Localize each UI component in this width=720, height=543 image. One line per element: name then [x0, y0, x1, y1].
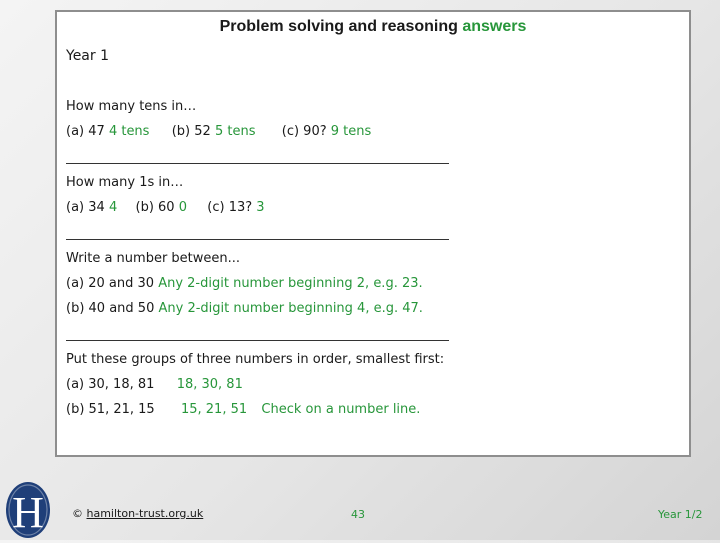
ones-a-question: (a) 34 — [66, 200, 105, 215]
between-a-row — [66, 276, 423, 292]
tens-answers-row — [66, 124, 371, 140]
title-main: Problem solving and reasoning — [219, 18, 463, 35]
order-b-question: (b) 51, 21, 15 — [66, 402, 155, 417]
order-a-answer: 18, 30, 81 — [176, 377, 243, 392]
tens-question: How many tens in… — [66, 99, 197, 114]
footer-copyright — [72, 507, 203, 520]
between-a-question: (a) 20 and 30 — [66, 276, 155, 291]
between-b-row — [66, 301, 423, 317]
ones-b-question: (b) 60 — [135, 200, 175, 215]
tens-a-question: (a) 47 — [66, 124, 105, 139]
tens-a-answer: 4 tens — [108, 124, 150, 139]
divider — [66, 163, 449, 164]
order-a-row — [66, 377, 243, 393]
answer-panel — [55, 10, 691, 457]
between-a-answer: Any 2-digit number beginning 2, e.g. 23. — [158, 276, 423, 291]
order-b-row — [66, 402, 420, 418]
ones-c-answer: 3 — [256, 200, 265, 215]
between-question: Write a number between... — [66, 251, 241, 266]
order-question: Put these groups of three numbers in order, smallest first: — [66, 352, 445, 367]
year-heading: Year 1 — [66, 48, 109, 64]
between-b-answer: Any 2-digit number beginning 4, e.g. 47. — [158, 301, 423, 316]
page-number: 43 — [351, 508, 365, 521]
logo-letter: H — [12, 488, 44, 537]
hamilton-h-logo-icon — [2, 479, 54, 539]
order-b-note: Check on a number line. — [261, 402, 421, 417]
ones-answers-row — [66, 200, 265, 216]
tens-c-answer: 9 tens — [330, 124, 372, 139]
divider — [66, 239, 449, 240]
footer-year-label: Year 1/2 — [658, 508, 703, 521]
ones-a-answer: 4 — [108, 200, 118, 215]
website-link[interactable]: hamilton-trust.org.uk — [86, 507, 204, 520]
divider — [66, 340, 449, 341]
order-a-question: (a) 30, 18, 81 — [66, 377, 155, 392]
tens-b-answer: 5 tens — [214, 124, 256, 139]
between-b-question: (b) 40 and 50 — [66, 301, 155, 316]
order-b-answer: 15, 21, 51 — [180, 402, 248, 417]
title-accent: answers — [462, 18, 527, 35]
ones-question: How many 1s in… — [66, 175, 184, 190]
page-title — [57, 18, 689, 36]
copyright-symbol: © — [72, 507, 83, 520]
tens-c-question: (c) 90? — [281, 124, 327, 139]
tens-b-question: (b) 52 — [171, 124, 211, 139]
ones-b-answer: 0 — [178, 200, 187, 215]
ones-c-question: (c) 13? — [207, 200, 253, 215]
